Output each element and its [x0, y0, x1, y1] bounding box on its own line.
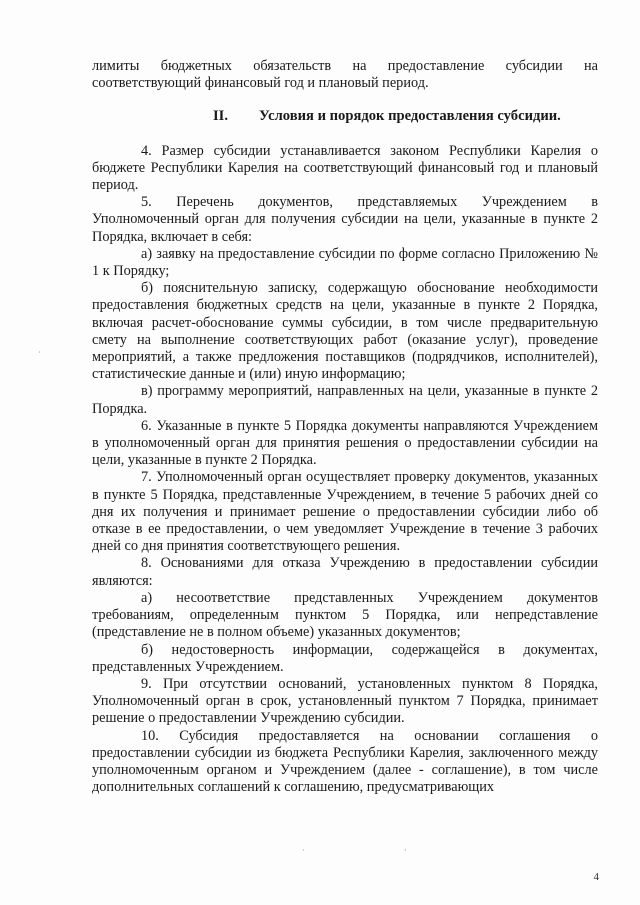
lead-paragraph: лимиты бюджетных обязательств на предоставление субсидии на соответствующий финансовый год и плановый период. [92, 58, 598, 92]
paragraph-4: 4. Размер субсидии устанавливается законом Республики Карелия о бюджете Республики Карелия на соответствующий финансовый год и плановый период. [92, 142, 598, 194]
section-heading [92, 108, 598, 125]
scan-speck: · [404, 846, 407, 855]
paragraph-10: 10. Субсидия предоставляется на основании соглашения о предоставлении субсидии из бюджета Республики Карелия, заключенного между уполномоченным органом и Учреждением (далее - соглашение), в том числе дополнительных соглашений к соглашению, предусматривающих [92, 727, 598, 796]
page-number: 4 [593, 871, 599, 883]
paragraph-5: 5. Перечень документов, представляемых Учреждением в Уполномоченный орган для получения субсидии на цели, указанные в пункте 2 Порядка, включает в себя: [92, 194, 598, 245]
paragraph-9: 9. При отсутствии оснований, установленных пунктом 8 Порядка, Уполномоченный орган в срок, установленный пунктом 7 Порядка, принимает решение о предоставлении Учреждению субсидии. [92, 675, 598, 727]
document-body [92, 58, 598, 796]
paragraph-8-a: а) несоответствие представленных Учреждением документов требованиям, определенным пунктом 5 Порядка, или непредставление (представление не в полном объеме) указанных документов; [92, 589, 598, 641]
paragraph-5-a: а) заявку на предоставление субсидии по форме согласно Приложению № 1 к Порядку; [92, 245, 598, 280]
scan-speck: · [302, 846, 305, 855]
paragraph-5-b: б) пояснительную записку, содержащую обоснование необходимости предоставления бюджетных средств на цели, указанные в пункте 2 Порядка, включая расчет-обоснование суммы субсидии, в том числе предварительную смету на выполнение соответствующих работ (оказание услуг), проведение мероприятий, а также предложения поставщиков (подрядчиков, исполнителей), статистические данные и (или) иную информацию; [92, 280, 598, 383]
section-title: Условия и порядок предоставления субсидии. [259, 108, 561, 125]
paragraph-7: 7. Уполномоченный орган осуществляет проверку документов, указанных в пункте 5 Порядка, представленные Учреждением, в течение 5 рабочих дней со дня их получения и принимает решение о предоставлении субсидии либо об отказе в ее предоставлении, о чем уведомляет Учреждение в течение 3 рабочих дней со дня принятия соответствующего решения. [92, 469, 598, 555]
paragraph-5-c: в) программу мероприятий, направленных на цели, указанные в пункте 2 Порядка. [92, 383, 598, 417]
paragraph-8: 8. Основаниями для отказа Учреждению в предоставлении субсидии являются: [92, 555, 598, 589]
paragraph-8-b: б) недостоверность информации, содержащейся в документах, представленных Учреждением. [92, 641, 598, 675]
paragraph-6: 6. Указанные в пункте 5 Порядка документы направляются Учреждением в уполномоченный орган для принятия решения о предоставлении субсидии на цели, указанные в пункте 2 Порядка. [92, 417, 598, 469]
section-number: II. [213, 108, 229, 125]
scan-speck: · [38, 348, 41, 357]
